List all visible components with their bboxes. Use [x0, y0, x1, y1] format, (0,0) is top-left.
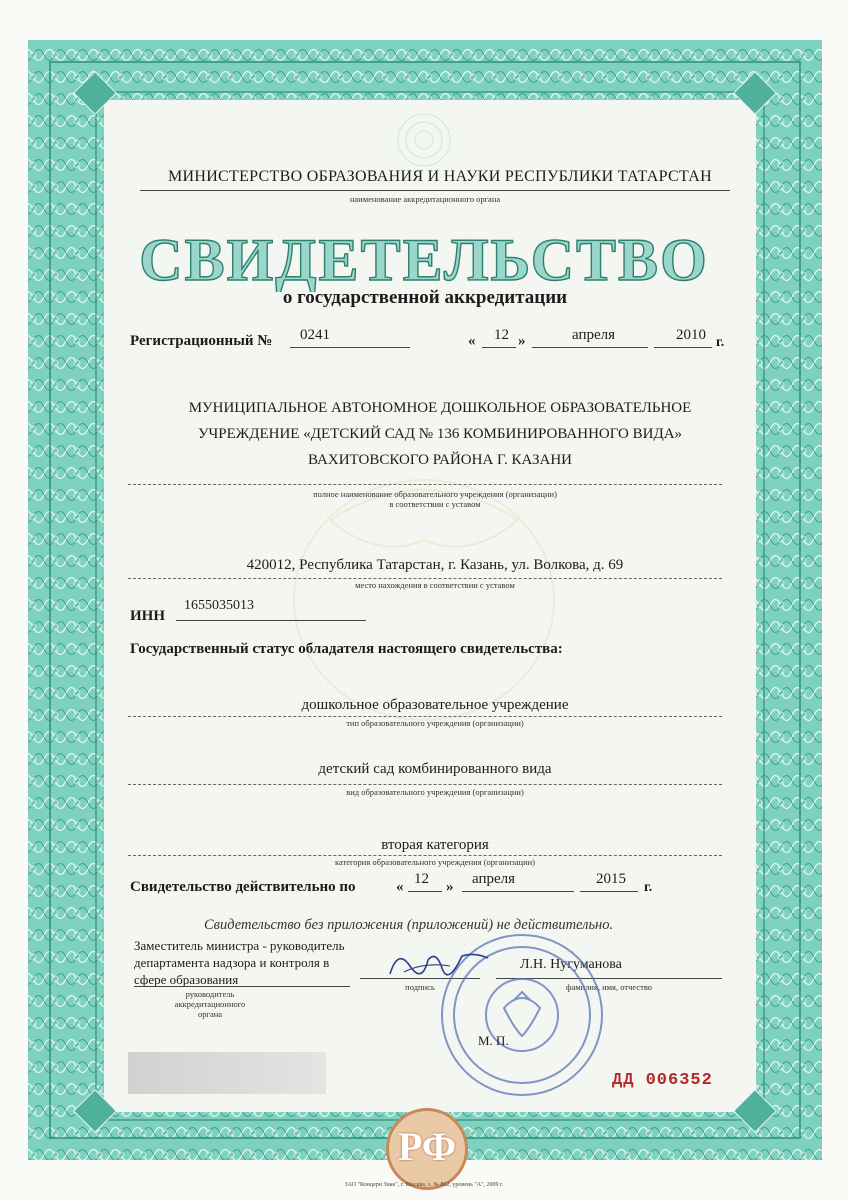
institution-caption: полное наименование образовательного учреждения (организации): [313, 489, 557, 499]
validity-label: Свидетельство действительно по: [130, 879, 356, 895]
inn-value: 1655035013: [184, 598, 254, 613]
validity-day: 12: [414, 871, 429, 887]
ministry-caption: наименование аккредитационного органа: [349, 194, 501, 204]
institution-caption-2: в соответствии с уставом: [389, 499, 481, 509]
institution-kind-caption: вид образовательного учреждения (организации): [346, 787, 524, 797]
rf-emblem: [386, 1108, 468, 1190]
mp-label: М. П.: [478, 1033, 509, 1048]
registration-quote-open: «: [468, 333, 476, 349]
institution-type-value: дошкольное образовательное учреждение: [301, 697, 569, 713]
signatory-position-caption-2: аккредитационного: [174, 999, 246, 1009]
signatory-name: Л.Н. Нугуманова: [520, 957, 622, 972]
registration-month: апреля: [572, 327, 616, 343]
address-value: 420012, Республика Татарстан, г. Казань, ул. Волкова, д. 69: [246, 557, 624, 573]
validity-year: 2015: [596, 871, 626, 887]
validity-month: апреля: [472, 871, 516, 887]
registration-day: 12: [494, 327, 509, 343]
signature: [384, 944, 494, 984]
signatory-position-line1: Заместитель министра - руководитель: [134, 938, 345, 953]
registration-year: 2010: [676, 327, 706, 343]
inn-label: ИНН: [130, 608, 166, 624]
institution-kind-value: детский сад комбинированного вида: [318, 761, 552, 777]
certificate-title: [128, 224, 720, 292]
serial-number: ДД 006352: [612, 1071, 713, 1090]
registration-quote-close: »: [518, 333, 526, 349]
institution-type-caption: тип образовательного учреждения (организации): [346, 718, 524, 728]
certificate-title-text: СВИДЕТЕЛЬСТВО: [139, 227, 709, 292]
signatory-position-caption: руководитель: [185, 989, 235, 999]
address-caption: место нахождения в соответствии с уставом: [355, 580, 515, 590]
signatory-position-line3: сфере образования: [134, 972, 239, 987]
validity-notice: Свидетельство без приложения (приложений) не действительно.: [204, 917, 614, 933]
institution-category-caption: категория образовательного учреждения (организации): [334, 857, 535, 867]
signature-caption: подпись: [405, 982, 435, 992]
institution-category-value: вторая категория: [381, 837, 489, 853]
validity-quote-close: »: [446, 879, 454, 895]
institution-name-line2: УЧРЕЖДЕНИЕ «ДЕТСКИЙ САД № 136 КОМБИНИРОВАННОГО ВИДА»: [197, 426, 683, 442]
rf-emblem-text: РФ: [397, 1124, 457, 1169]
registration-label: Регистрационный №: [130, 333, 273, 349]
ministry-name: МИНИСТЕРСТВО ОБРАЗОВАНИЯ И НАУКИ РЕСПУБЛИКИ ТАТАРСТАН: [167, 168, 713, 185]
institution-name-line3: ВАХИТОВСКОГО РАЙОНА Г. КАЗАНИ: [307, 452, 572, 468]
printer-imprint: ЗАО "Концерн Знак", г. Москва, з. № 862, уровень "А", 2009 г.: [344, 1182, 504, 1188]
redacted-area: [128, 1052, 326, 1094]
status-heading: Государственный статус обладателя настоящего свидетельства:: [130, 641, 563, 657]
signatory-position-caption-3: органа: [197, 1009, 223, 1019]
institution-name-line1: МУНИЦИПАЛЬНОЕ АВТОНОМНОЕ ДОШКОЛЬНОЕ ОБРАЗОВАТЕЛЬНОЕ: [188, 400, 692, 416]
registration-year-suffix: г.: [716, 335, 725, 350]
certificate-subtitle: о государственной аккредитации: [282, 287, 568, 308]
validity-quote-open: «: [396, 879, 404, 895]
validity-year-suffix: г.: [644, 880, 653, 895]
signatory-name-caption: фамилия, имя, отчество: [565, 982, 653, 992]
registration-number: 0241: [300, 327, 330, 343]
signatory-position-line2: департамента надзора и контроля в: [134, 955, 330, 970]
